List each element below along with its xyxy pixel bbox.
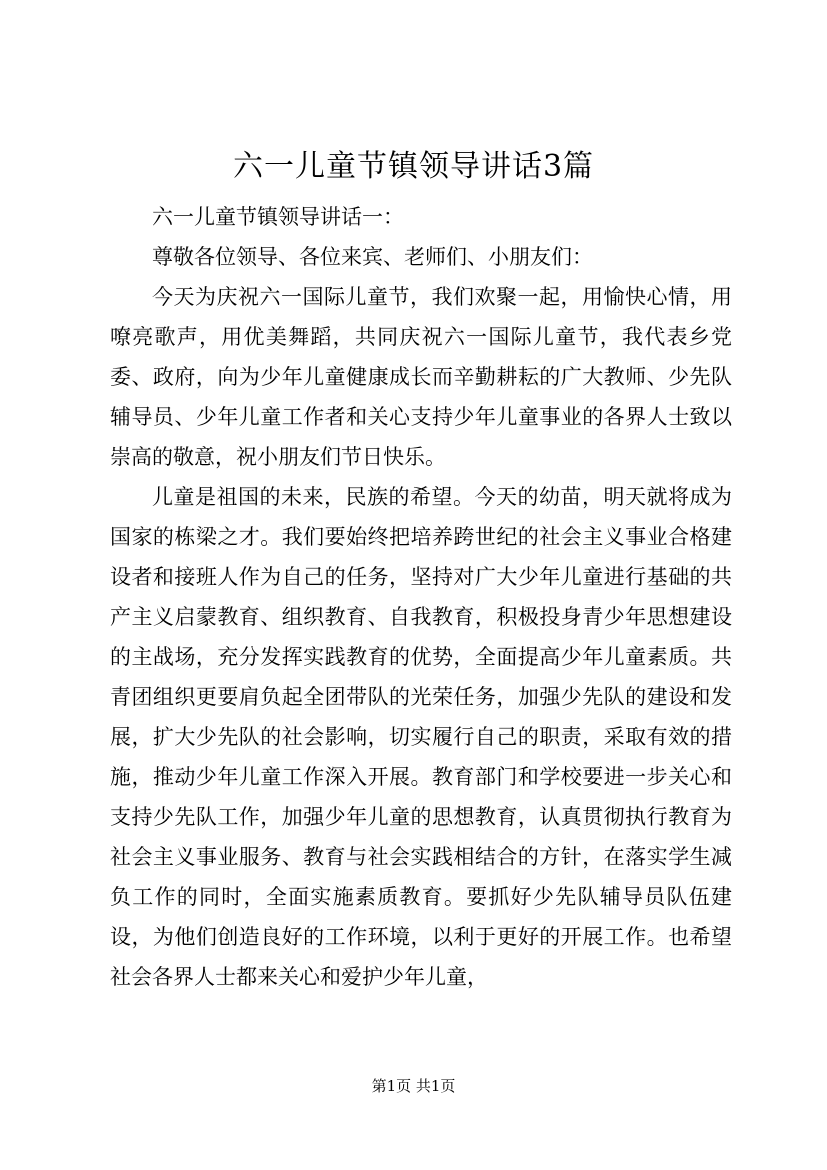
document-title: 六一儿童节镇领导讲话3篇 [232,149,595,184]
page-footer: 第1页 共1页 [371,1077,456,1095]
paragraph-opening: 今天为庆祝六一国际儿童节，我们欢聚一起，用愉快心情，用嘹亮歌声，用优美舞蹈，共同庆祝六一国际儿童节，我代表乡党委、政府，向为少年儿童健康成长而辛勤耕耘的广大教师、少先队辅导员、少年儿童工作者和关心支持少年儿童事业的各界人士致以崇高的敬意，祝小朋友们节日快乐。 [110,285,732,469]
document-body [110,197,732,997]
paragraph-heading: 六一儿童节镇领导讲话一： [152,205,404,229]
paragraph-main: 儿童是祖国的未来，民族的希望。今天的幼苗，明天就将成为国家的栋梁之才。我们要始终把培养跨世纪的社会主义事业合格建设者和接班人作为自己的任务，坚持对广大少年儿童进行基础的共产主义启蒙教育、组织教育、自我教育，积极投身青少年思想建设的主战场，充分发挥实践教育的优势，全面提高少年儿童素质。共青团组织更要肩负起全团带队的光荣任务，加强少先队的建设和发展，扩大少先队的社会影响，切实履行自己的职责，采取有效的措施，推动少年儿童工作深入开展。教育部门和学校要进一步关心和支持少先队工作，加强少年儿童的思想教育，认真贯彻执行教育为社会主义事业服务、教育与社会实践相结合的方针，在落实学生减负工作的同时，全面实施素质教育。要抓好少先队辅导员队伍建设，为他们创造良好的工作环境，以利于更好的开展工作。也希望社会各界人士都来关心和爱护少年儿童， [110,485,732,989]
paragraph-salutation: 尊敬各位领导、各位来宾、老师们、小朋友们： [152,245,593,269]
